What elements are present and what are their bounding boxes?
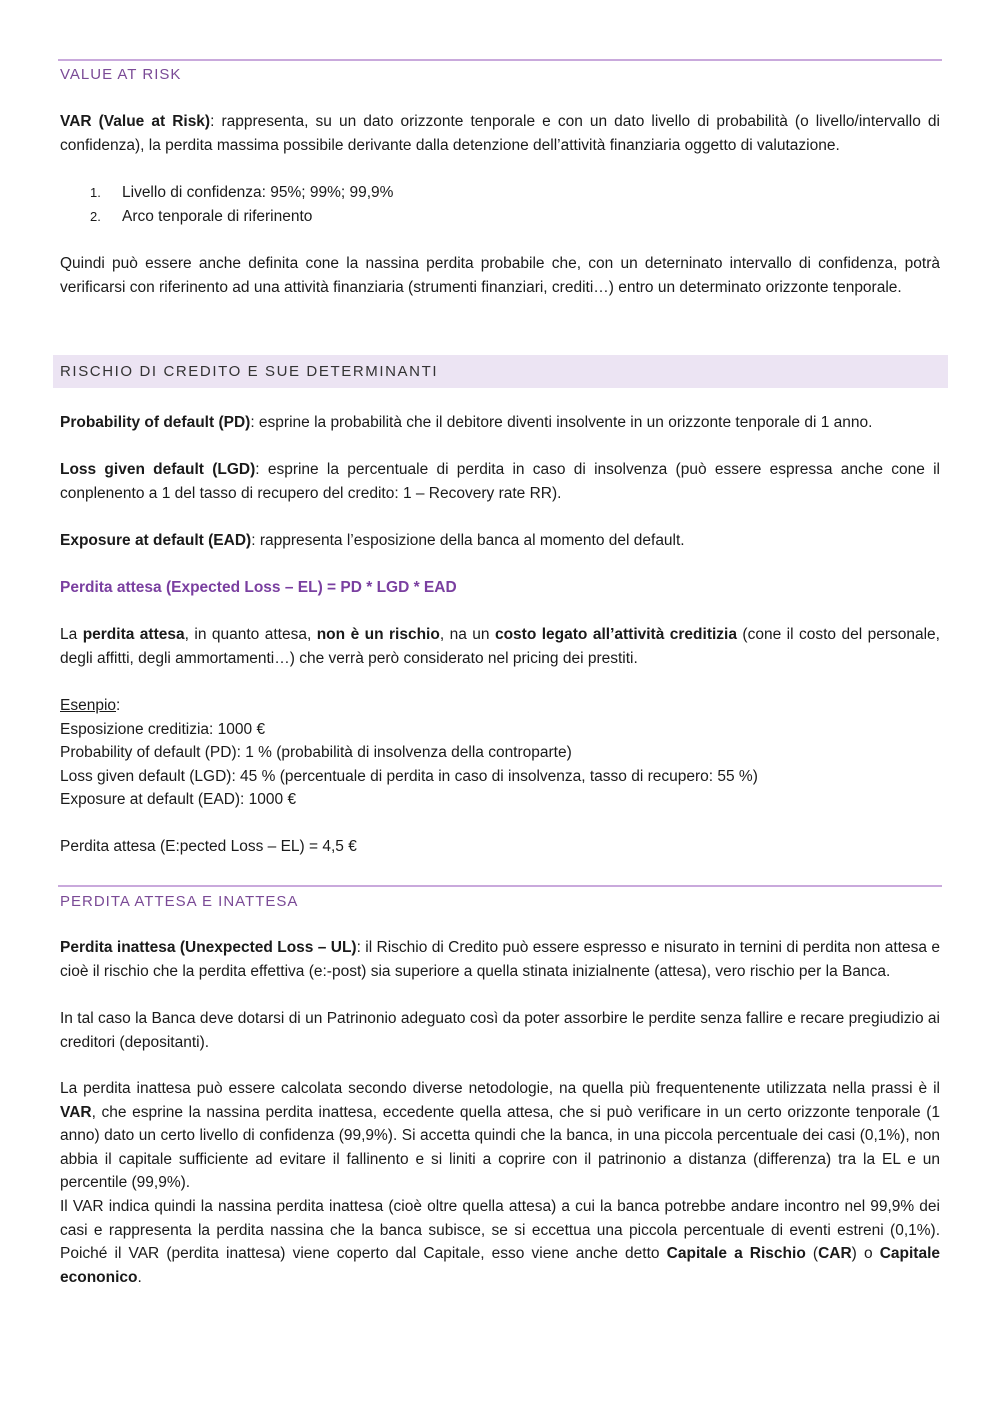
pd-definition [60,411,940,435]
ead-definition-text: : rappresenta l’esposizione della banca al momento del default. [251,532,685,549]
list-text: Arco tenporale di riferinento [122,207,313,225]
example-line: Probability of default (PD): 1 % (probabilità di insolvenza della controparte) [60,744,572,761]
bold-text: costo legato all’attività creditizia [494,626,737,643]
section-heading-perdita-attesa: PERDITA ATTESA E INATTESA [60,893,299,910]
var-term: VAR (Value at Risk) [60,113,211,130]
list-number: 2. [90,208,101,224]
section-heading-text: RISCHIO DI CREDITO E SUE DETERMINANTI [60,363,439,380]
example-label: Esenpio [60,697,117,714]
lgd-term: Loss given default (LGD) [60,461,256,478]
bold-text: non è un rischio [316,626,440,643]
ul-definition-text: : il Rischio di Credito può essere espresso e nisurato in ternini di perdita non attesa e cioè il rischio che la perdita effettiva (e:-post) sia superiore a quella stinata inizialnente (attesa), vero rischio per la Banca. [60,939,940,980]
text: , in quanto attesa, [184,626,317,643]
bold-text: econonico [60,1268,138,1286]
text: Il VAR indica quindi la nassina perdita inattesa (cioè oltre quella attesa) a cui la banca potrebbe andare incontro nel 99,9% dei casi e rappresenta la perdita nassina che la banca subisce, se si eccettua una piccola percentuale di eventi estreni (0,1%). Poiché il VAR (perdita inattesa) viene coperto dal Capitale, esso viene anche detto [60,1198,940,1262]
pd-definition-text: : esprine la probabilità che il debitore diventi insolvente in un orizzonte tenporale di 1 anno. [250,414,873,431]
example-colon: : [116,697,121,714]
example-line: Exposure at default (EAD): 1000 € [60,791,297,808]
list-item [60,181,940,205]
bold-text: CAR [818,1245,852,1262]
text: , che esprine la nassina perdita inattesa, eccedente quella attesa, che si può verificare in un certo orizzonte tenporale (1 anno) dato un certo livello di confidenza (99,9%). Si accetta quindi che la banca, in una piccola percentuale dei casi (0,1%), non abbia il capitale sufficiente ad evitare il fallinento e si liniti a coprire con il patrinonio a distanza (differenza) tra la EL e un percentile (99,9%). [60,1103,940,1191]
example-line: Esposizione creditizia: 1000 € [60,720,266,738]
section-rule [58,59,942,61]
var-methodology-paragraph [60,1077,940,1195]
example-line: Loss given default (LGD): 45 % (percentuale di perdita in caso di insolvenza, tasso di recupero: 55 %) [60,767,758,785]
text: ) o [851,1245,880,1262]
bold-text: perdita attesa [82,626,185,643]
text: , na un [439,626,495,643]
ul-term: Perdita inattesa (Unexpected Loss – UL) [60,939,357,956]
list-number: 1. [90,185,101,200]
var-capital-paragraph [60,1195,940,1289]
expected-loss-formula: Perdita attesa (Expected Loss – EL) = PD * LGD * EAD [60,579,457,596]
section-heading-value-at-risk: VALUE AT RISK [60,66,182,83]
text: La perdita inattesa può essere calcolata secondo diverse netodologie, na quella più frequentenente utilizzata nella prassi è il [60,1080,940,1097]
section-rule [58,885,942,887]
text: ( [805,1245,819,1262]
lgd-definition [60,458,940,505]
text: La [60,626,83,643]
pd-term: Probability of default (PD) [60,414,251,431]
bold-text: Capitale [879,1245,941,1262]
text: . [137,1268,142,1286]
section-heading-rischio-credito [53,355,948,388]
var-paragraph-2: Quindi può essere anche definita cone la nassina perdita probabile che, con un deterninato intervallo di confidenza, potrà verificarsi con riferinento ad una attività finanziaria (strumenti finanziari, crediti…) entro un determinato orizzonte tenporale. [60,255,940,296]
confidence-list [60,181,940,228]
expected-loss-paragraph [60,623,940,670]
var-definition [60,110,940,157]
patrimonio-paragraph: In tal caso la Banca deve dotarsi di un Patrinonio adeguato così da poter assorbire le perdite senza fallire e recare pregiudizio ai creditori (depositanti). [60,1010,940,1051]
var-definition-text: : rappresenta, su un dato orizzonte tenporale e con un dato livello di probabilità (o livello/intervallo di confidenza), la perdita massima possibile derivante dalla detenzione dell’attività finanziaria oggetto di valutazione. [60,113,940,154]
text: (cone il costo del personale, degli affitti, degli ammortamenti…) che verrà però considerato nel pricing dei prestiti. [60,626,940,667]
unexpected-loss-definition [60,936,940,983]
list-text: Livello di confidenza: 95%; 99%; 99,9% [122,184,394,201]
example-block [60,694,940,812]
bold-text: VAR [60,1103,92,1121]
expected-loss-result: Perdita attesa (E:pected Loss – EL) = 4,5 € [60,838,357,855]
ead-term: Exposure at default (EAD) [60,532,252,549]
bold-text: Capitale a Rischio [666,1245,806,1262]
list-item [60,205,940,229]
ead-definition [60,529,940,553]
example-heading [60,694,940,718]
lgd-definition-text: : esprine la percentuale di perdita in caso di insolvenza (può essere espressa anche cone il conplenento a 1 del tasso di recupero del credito: 1 – Recovery rate RR). [60,461,940,502]
